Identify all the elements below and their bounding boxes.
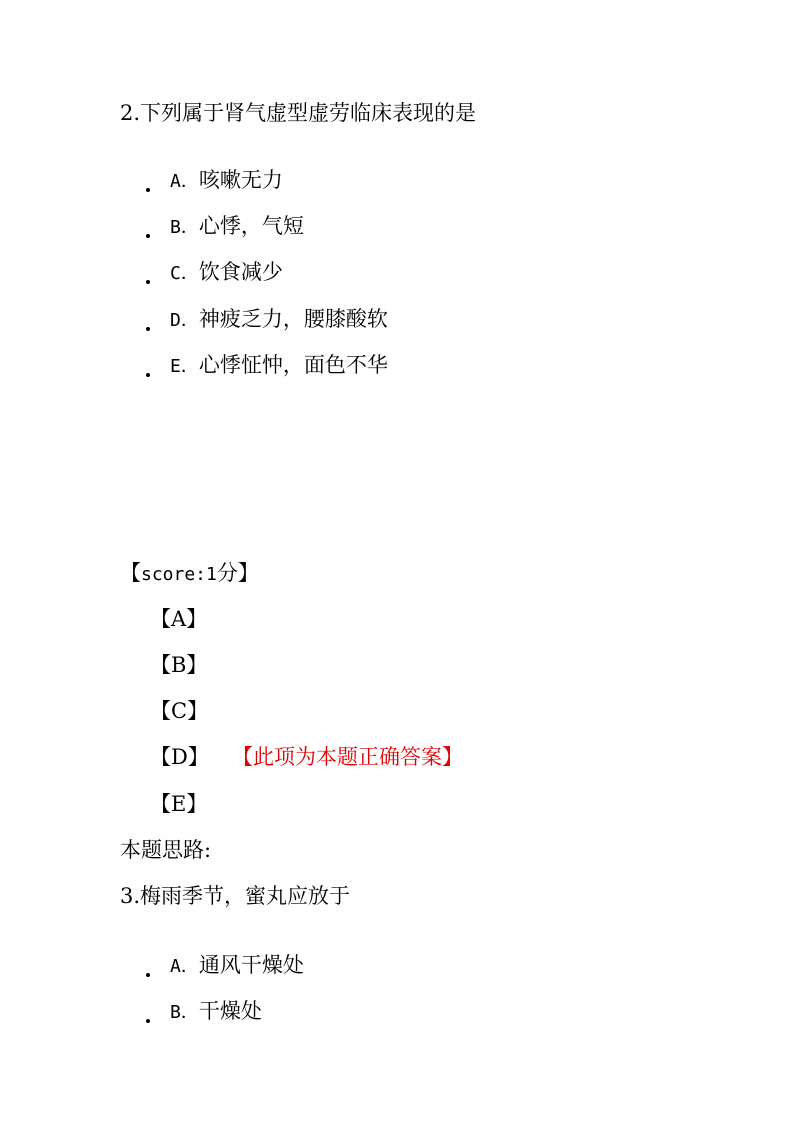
answer-label: 【B】 (150, 653, 208, 677)
q2-option-e (170, 355, 388, 376)
option-letter: A． (170, 171, 199, 192)
bullet-icon (146, 1019, 150, 1023)
answer-d (150, 747, 209, 768)
answer-a (150, 609, 207, 630)
option-text: 心悸，气短 (198, 214, 304, 238)
answer-label: 【E】 (150, 792, 208, 816)
q3-option-a (170, 955, 304, 976)
bullet-icon (146, 280, 150, 284)
score-open-bracket: 【 (120, 561, 141, 585)
option-letter: A． (170, 956, 199, 977)
answer-label: 【D】 (150, 745, 209, 769)
question-3-title: 3.梅雨季节，蜜丸应放于 (120, 884, 351, 908)
question-2-title: 2.下列属于肾气虚型虚劳临床表现的是 (120, 101, 477, 125)
option-text: 饮食减少 (198, 260, 283, 284)
score-unit: 分】 (216, 561, 259, 585)
q2-option-a (170, 170, 283, 191)
bullet-icon (146, 188, 150, 192)
option-letter: E． (170, 356, 199, 377)
answer-label: 【A】 (150, 607, 208, 631)
option-text: 心悸怔忡，面色不华 (198, 353, 388, 377)
answer-label: 【C】 (150, 699, 209, 723)
score-label: score:1 (141, 564, 217, 585)
bullet-icon (146, 373, 150, 377)
option-text: 干燥处 (198, 999, 262, 1023)
answer-c (150, 701, 208, 722)
explanation-label: 本题思路: (120, 838, 212, 862)
bullet-icon (146, 973, 150, 977)
option-letter: C． (170, 263, 199, 284)
correct-answer-note: 【此项为本题正确答案】 (232, 745, 463, 769)
bullet-icon (146, 234, 150, 238)
answer-b (150, 655, 207, 676)
bullet-icon (146, 327, 150, 331)
q3-option-b (170, 1001, 262, 1022)
option-text: 神疲乏力，腰膝酸软 (198, 307, 388, 331)
score-line (120, 563, 259, 584)
q2-option-c (170, 262, 283, 283)
option-text: 通风干燥处 (198, 953, 304, 977)
q2-option-d (170, 309, 388, 330)
option-letter: D． (170, 310, 199, 331)
option-text: 咳嗽无力 (198, 168, 283, 192)
option-letter: B． (170, 1002, 199, 1023)
option-letter: B． (170, 217, 199, 238)
q2-option-b (170, 216, 304, 237)
answer-e (150, 794, 207, 815)
